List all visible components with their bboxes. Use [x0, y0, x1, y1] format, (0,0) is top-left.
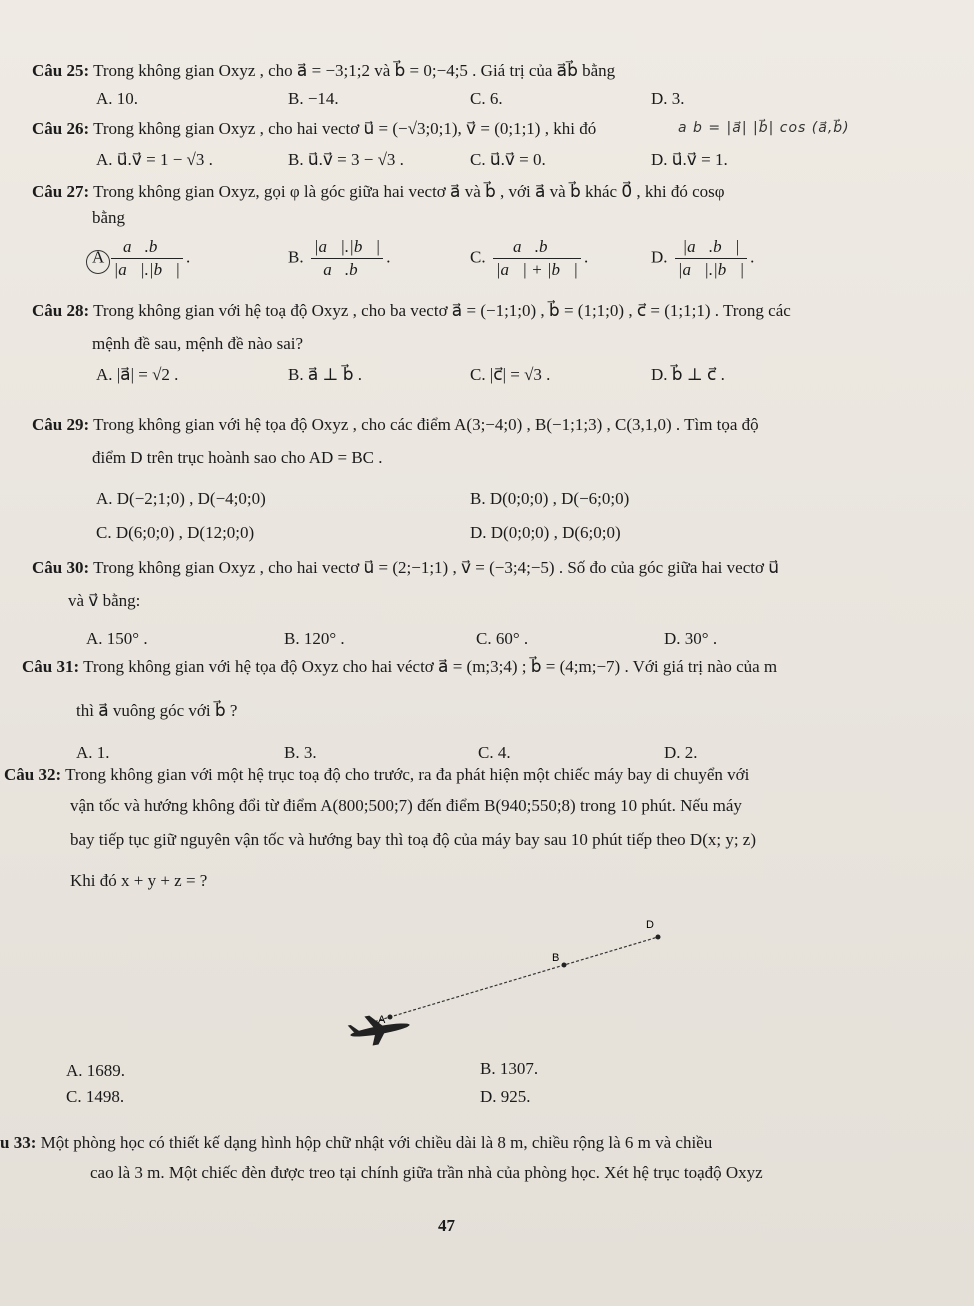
- q26-handwriting: a b = |a⃗| |b⃗| cos (a⃗,b⃗): [678, 120, 850, 136]
- q28-stem-2: mệnh đề sau, mệnh đề nào sai?: [92, 334, 304, 353]
- q25-option-c: C. 6.: [470, 89, 503, 108]
- q27-option-c: C. $\frac{a⃗.b⃗}{|a⃗| + |b⃗|}$ .: [470, 237, 589, 279]
- q28-option-c: C. |c⃗| = √3 .: [470, 365, 551, 384]
- q27-c-denominator: |a⃗| + |b⃗|: [495, 260, 578, 279]
- q28-option-a: A. |a⃗| = √2 .: [96, 365, 179, 384]
- q27-d-fraction: [675, 236, 747, 281]
- q26-stem: Câu 26: Trong không gian Oxyz , cho hai vectơ u⃗ = (−√3;0;1), v⃗ = (0;1;1) , khi đó: [32, 119, 597, 138]
- q27-a-numerator: a⃗.b⃗: [111, 236, 183, 259]
- q32-option-a: A. 1689.: [66, 1061, 126, 1080]
- q27-option-a: A $\frac{a⃗.b⃗}{|a⃗|.|b⃗|}$ .: [92, 237, 191, 279]
- q29-option-b: B. D(0;0;0) , D(−6;0;0): [470, 489, 630, 508]
- q30-stem-2: và v⃗ bằng:: [68, 591, 141, 610]
- q30-option-b: B. 120° .: [284, 629, 345, 648]
- q31-option-b: B. 3.: [284, 743, 317, 762]
- q33-stem: u 33: Một phòng học có thiết kế dạng hình hộp chữ nhật với chiều dài là 8 m, chiều rộng là 6 m và chiều: [0, 1133, 713, 1152]
- q30-stem: Câu 30: Trong không gian Oxyz , cho hai vectơ u⃗ = (2;−1;1) , v⃗ = (−3;4;−5) . Số đo của góc giữa hai vectơ u⃗: [32, 558, 779, 577]
- q27-d-numerator: |a⃗.b⃗|: [675, 236, 747, 259]
- q27-d-denominator: |a⃗|.|b⃗|: [677, 260, 745, 279]
- q31-stem-2: thì a⃗ vuông góc với b⃗ ?: [76, 701, 238, 720]
- q27-stem-2: bằng: [92, 208, 126, 227]
- q27-c-numerator: a⃗.b⃗: [493, 236, 581, 259]
- q31-option-d: D. 2.: [664, 743, 698, 762]
- q30-option-a: A. 150° .: [86, 629, 148, 648]
- q29-stem-2: điểm D trên trục hoành sao cho AD = BC .: [92, 448, 383, 467]
- q25-stem: Câu 25: Trong không gian Oxyz , cho a⃗ = −3;1;2 và b⃗ = 0;−4;5 . Giá trị của a⃗b⃗ bằng: [32, 61, 616, 80]
- q27-c-label: C.: [470, 247, 486, 267]
- flight-path-line: [370, 937, 658, 1023]
- q32-stem-3: bay tiếp tục giữ nguyên vận tốc và hướng bay thì toạ độ của máy bay sau 10 phút tiếp theo D(x; y; z): [70, 830, 757, 849]
- q29-option-a: A. D(−2;1;0) , D(−4;0;0): [96, 489, 266, 508]
- page-number: 47: [438, 1216, 455, 1235]
- q26-option-a: A. u⃗.v⃗ = 1 − √3 .: [96, 150, 213, 169]
- q27-stem: Câu 27: Trong không gian Oxyz, gọi φ là góc giữa hai vectơ a⃗ và b⃗ , với a⃗ và b⃗ khác 0⃗ , khi đó cosφ: [32, 182, 725, 201]
- q27-d-label: D.: [651, 247, 668, 267]
- q32-option-d: D. 925.: [480, 1087, 531, 1106]
- q27-a-fraction: [111, 236, 183, 281]
- q31-stem: Câu 31: Trong không gian với hệ tọa độ Oxyz cho hai véctơ a⃗ = (m;3;4) ; b⃗ = (4;m;−7) . Với giá trị nào của m: [22, 657, 778, 676]
- q27-b-denominator: a⃗.b⃗: [323, 260, 371, 279]
- q28-option-b: B. a⃗ ⊥ b⃗ .: [288, 365, 363, 384]
- q27-b-fraction: [311, 236, 383, 281]
- q31-option-c: C. 4.: [478, 743, 511, 762]
- q33-stem-2: cao là 3 m. Một chiếc đèn được treo tại chính giữa trần nhà của phòng học. Xét hệ trục toạđộ Oxyz: [90, 1163, 763, 1182]
- q27-a-label: A: [92, 247, 104, 267]
- q25-option-b: B. −14.: [288, 89, 339, 108]
- q26-option-d: D. u⃗.v⃗ = 1.: [651, 150, 728, 169]
- q28-stem: Câu 28: Trong không gian với hệ toạ độ Oxyz , cho ba vectơ a⃗ = (−1;1;0) , b⃗ = (1;1;0) , c⃗ = (1;1;1) . Trong các: [32, 301, 791, 320]
- flight-path-diagram: [340, 915, 680, 1055]
- q27-option-b: B. $\frac{|a⃗|.|b⃗|}{a⃗.b⃗}$ .: [288, 237, 391, 279]
- label-d: D: [646, 919, 654, 931]
- q29-option-c: C. D(6;0;0) , D(12;0;0): [96, 523, 255, 542]
- q26-option-b: B. u⃗.v⃗ = 3 − √3 .: [288, 150, 404, 169]
- label-b: B: [552, 952, 560, 964]
- q32-option-b: B. 1307.: [480, 1059, 539, 1078]
- q28-option-d: D. b⃗ ⊥ c⃗ .: [651, 365, 725, 384]
- flight-path-svg: [340, 915, 680, 1055]
- q27-c-fraction: [493, 236, 581, 281]
- point-a: [388, 1015, 393, 1020]
- q27-option-d: D. $\frac{|a⃗.b⃗|}{|a⃗|.|b⃗|}$ .: [651, 237, 755, 279]
- point-d: [656, 935, 661, 940]
- q30-option-c: C. 60° .: [476, 629, 529, 648]
- point-b: [562, 963, 567, 968]
- q27-b-label: B.: [288, 247, 304, 267]
- q32-stem: Câu 32: Trong không gian với một hệ trục toạ độ cho trước, ra đa phát hiện một chiếc máy bay di chuyển với: [4, 765, 750, 784]
- q29-option-d: D. D(0;0;0) , D(6;0;0): [470, 523, 621, 542]
- q30-option-d: D. 30° .: [664, 629, 718, 648]
- label-a: A: [378, 1014, 386, 1026]
- q31-option-a: A. 1.: [76, 743, 110, 762]
- q27-b-numerator: |a⃗|.|b⃗|: [311, 236, 383, 259]
- q25-option-d: D. 3.: [651, 89, 685, 108]
- q32-stem-2: vận tốc và hướng không đổi từ điểm A(800;500;7) đến điểm B(940;550;8) trong 10 phút. Nếu máy: [70, 796, 742, 815]
- q32-option-c: C. 1498.: [66, 1087, 125, 1106]
- q26-option-c: C. u⃗.v⃗ = 0.: [470, 150, 546, 169]
- q32-stem-4: Khi đó x + y + z = ?: [70, 871, 208, 890]
- q29-stem: Câu 29: Trong không gian với hệ tọa độ Oxyz , cho các điểm A(3;−4;0) , B(−1;1;3) , C(3,1,0) . Tìm tọa độ: [32, 415, 759, 434]
- q27-a-denominator: |a⃗|.|b⃗|: [113, 260, 180, 279]
- q25-option-a: A. 10.: [96, 89, 139, 108]
